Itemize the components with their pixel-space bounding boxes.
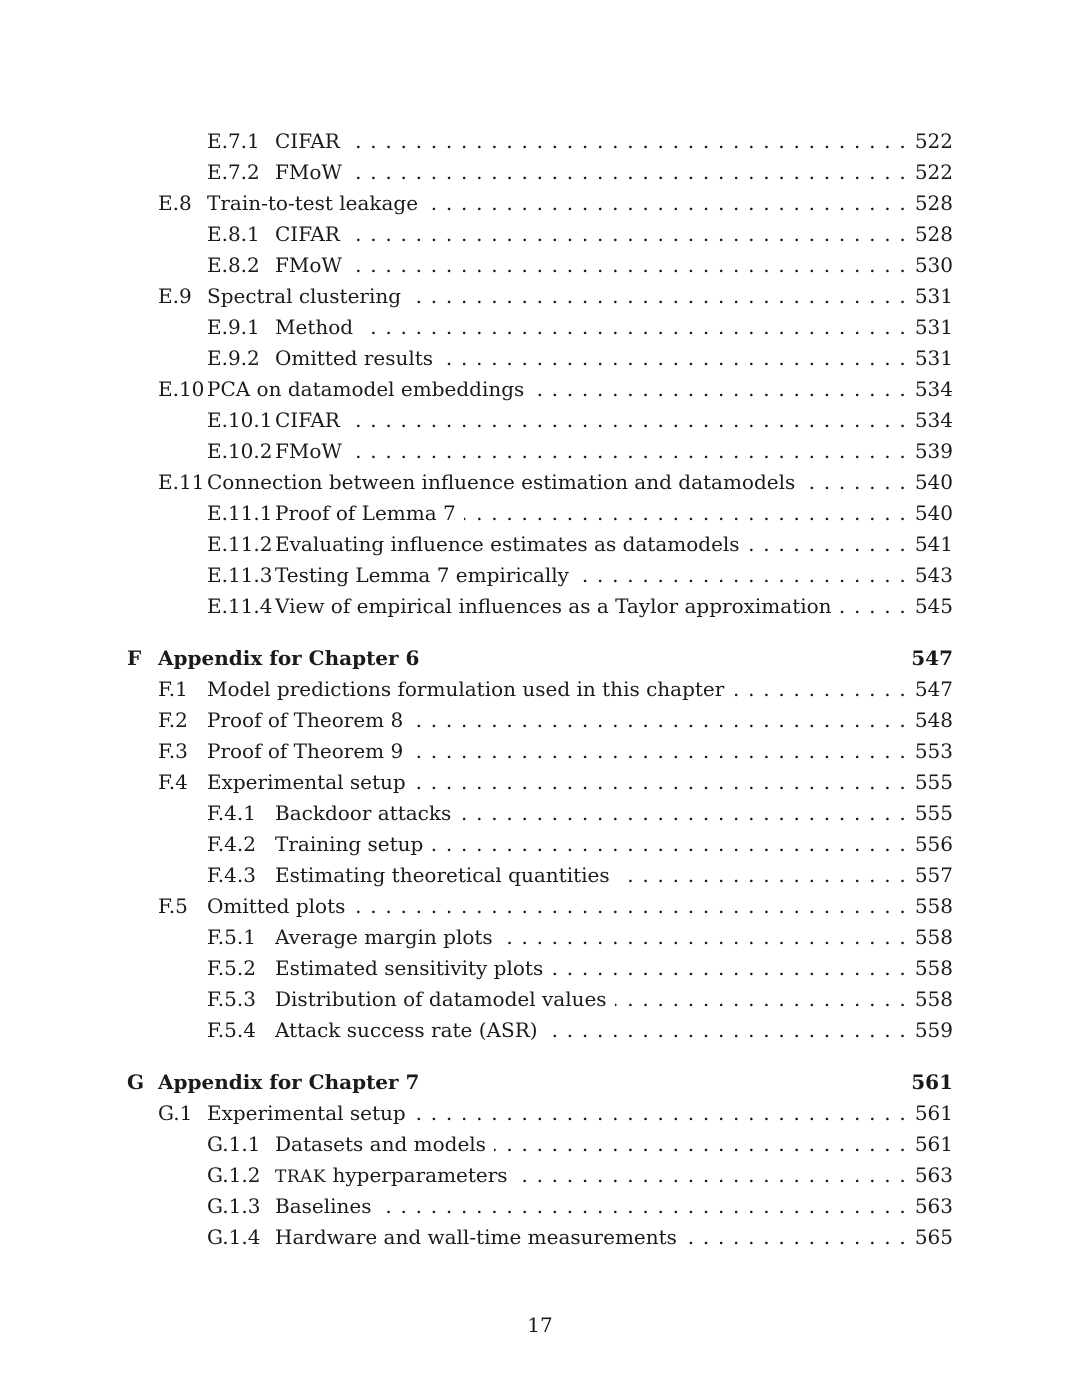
toc-entry[interactable] bbox=[0, 922, 1080, 953]
toc-entry-page: 543 bbox=[911, 560, 953, 591]
toc-entry-title-text: CIFAR bbox=[275, 129, 348, 153]
toc-entry-title bbox=[275, 798, 922, 829]
toc-entry-page: 531 bbox=[911, 312, 953, 343]
toc-entry[interactable] bbox=[0, 953, 1080, 984]
toc-entry-title-text: View of empirical influences as a Taylor approximation bbox=[275, 594, 840, 618]
toc-entry-title-text: Spectral clustering bbox=[207, 284, 409, 308]
toc-entry-title-text: Proof of Theorem 8 bbox=[207, 708, 411, 732]
toc-entry-page: 558 bbox=[911, 922, 953, 953]
toc-entry-title-text: Baselines bbox=[275, 1194, 380, 1218]
toc-entry-title-text: Connection between influence estimation and datamodels bbox=[207, 470, 803, 494]
toc-entry-title bbox=[275, 591, 922, 622]
toc-entry-title bbox=[275, 126, 922, 157]
toc-entry[interactable] bbox=[0, 560, 1080, 591]
toc-entry-title-text: FMoW bbox=[275, 253, 350, 277]
toc-entry-title-text: Testing Lemma 7 empirically bbox=[275, 563, 577, 587]
toc-entry[interactable] bbox=[0, 374, 1080, 405]
toc-entry[interactable] bbox=[0, 126, 1080, 157]
toc-entry-title bbox=[275, 312, 922, 343]
toc-entry-title bbox=[275, 498, 922, 529]
toc-entry-title bbox=[275, 1191, 922, 1222]
toc-entry-page: 553 bbox=[911, 736, 953, 767]
toc-entry-number: F.5 bbox=[158, 894, 188, 918]
toc-entry-page: 547 bbox=[907, 643, 953, 674]
toc-entry-page: 558 bbox=[911, 891, 953, 922]
toc-entry[interactable] bbox=[0, 219, 1080, 250]
toc-entry-title bbox=[275, 560, 922, 591]
toc-entry-number: E.10.1 bbox=[207, 408, 273, 432]
toc-entry[interactable] bbox=[0, 312, 1080, 343]
toc-entry-number: F.4.3 bbox=[207, 863, 256, 887]
toc-entry[interactable] bbox=[0, 498, 1080, 529]
toc-entry-title-text: Experimental setup bbox=[207, 1101, 414, 1125]
toc-entry-number: E.8 bbox=[158, 191, 192, 215]
toc-entry-title-text: Experimental setup bbox=[207, 770, 414, 794]
toc-entry-number: G.1.2 bbox=[207, 1163, 261, 1187]
toc-entry-title-text: Average margin plots bbox=[275, 925, 501, 949]
toc-entry-title bbox=[275, 250, 922, 281]
toc-entry-title bbox=[275, 953, 922, 984]
toc-entry-title bbox=[275, 436, 922, 467]
toc-entry[interactable] bbox=[0, 467, 1080, 498]
toc-entry-title bbox=[275, 1129, 922, 1160]
toc-entry-number: F.5.4 bbox=[207, 1018, 256, 1042]
toc-chapter-entry[interactable] bbox=[0, 1067, 1080, 1098]
toc-entry-number: E.11.3 bbox=[207, 563, 273, 587]
toc-entry-title bbox=[275, 860, 922, 891]
toc-entry-title-text: Evaluating influence estimates as datamodels bbox=[275, 532, 748, 556]
toc-entry[interactable] bbox=[0, 1098, 1080, 1129]
toc-entry[interactable] bbox=[0, 436, 1080, 467]
toc-entry-page: 561 bbox=[911, 1098, 953, 1129]
toc-entry-page: 531 bbox=[911, 343, 953, 374]
toc-entry-page: 539 bbox=[911, 436, 953, 467]
toc-entry-page: 534 bbox=[911, 374, 953, 405]
toc-entry-number: E.8.2 bbox=[207, 253, 260, 277]
toc-entry-title-text: Estimating theoretical quantities bbox=[275, 863, 618, 887]
toc-entry-title bbox=[275, 405, 922, 436]
toc-entry[interactable] bbox=[0, 798, 1080, 829]
toc-entry-number: F.5.3 bbox=[207, 987, 256, 1011]
toc-entry-page: 558 bbox=[911, 953, 953, 984]
toc-entry-title-text: Attack success rate (ASR) bbox=[275, 1018, 546, 1042]
toc-chapter-entry[interactable] bbox=[0, 643, 1080, 674]
toc-entry-title bbox=[275, 529, 922, 560]
toc-entry-page: 541 bbox=[911, 529, 953, 560]
toc-entry[interactable] bbox=[0, 829, 1080, 860]
toc-entry-page: 522 bbox=[911, 157, 953, 188]
toc-entry[interactable] bbox=[0, 891, 1080, 922]
toc-entry-number: F.3 bbox=[158, 739, 188, 763]
toc-entry-title bbox=[207, 188, 922, 219]
toc-entry-title-text: FMoW bbox=[275, 160, 350, 184]
toc-entry-title bbox=[207, 467, 922, 498]
toc-entry-title-text: CIFAR bbox=[275, 408, 348, 432]
toc-entry-title bbox=[158, 643, 427, 674]
toc-entry[interactable] bbox=[0, 767, 1080, 798]
toc-entry-title bbox=[207, 705, 922, 736]
toc-entry[interactable] bbox=[0, 281, 1080, 312]
toc-entry-number: G.1 bbox=[158, 1101, 193, 1125]
toc-entry[interactable] bbox=[0, 1222, 1080, 1253]
toc-entry-number: E.11.4 bbox=[207, 594, 273, 618]
toc-entry-number: E.8.1 bbox=[207, 222, 260, 246]
toc-entry[interactable] bbox=[0, 250, 1080, 281]
toc-entry-title bbox=[207, 1098, 922, 1129]
toc-entry-page: 565 bbox=[911, 1222, 953, 1253]
toc-entry-page: 555 bbox=[911, 767, 953, 798]
toc-entry-title bbox=[275, 157, 922, 188]
toc-entry-title-text: Appendix for Chapter 6 bbox=[158, 646, 427, 670]
toc-entry-title bbox=[275, 219, 922, 250]
toc-entry-title-text: Omitted plots bbox=[207, 894, 353, 918]
toc-entry-title bbox=[275, 922, 922, 953]
toc-entry[interactable] bbox=[0, 1160, 1080, 1191]
toc-entry-title bbox=[207, 736, 922, 767]
toc-entry-title bbox=[275, 984, 922, 1015]
toc-entry-title bbox=[207, 891, 922, 922]
toc-entry-number: G.1.3 bbox=[207, 1194, 261, 1218]
toc-entry[interactable] bbox=[0, 1015, 1080, 1046]
toc-entry-number: G bbox=[127, 1070, 145, 1094]
toc-entry-page: 522 bbox=[911, 126, 953, 157]
toc-entry-title-text: Datasets and models bbox=[275, 1132, 494, 1156]
toc-entry[interactable] bbox=[0, 591, 1080, 622]
toc-entry-number: E.7.2 bbox=[207, 160, 260, 184]
toc-entry-title-text: PCA on datamodel embeddings bbox=[207, 377, 532, 401]
toc-entry-page: 561 bbox=[911, 1129, 953, 1160]
toc-entry-page: 540 bbox=[911, 498, 953, 529]
toc-entry-title-text: Backdoor attacks bbox=[275, 801, 459, 825]
toc-entry-page: 530 bbox=[911, 250, 953, 281]
toc-entry-page: 561 bbox=[907, 1067, 953, 1098]
toc-entry[interactable] bbox=[0, 674, 1080, 705]
toc-entry-title bbox=[275, 1160, 922, 1193]
toc-entry[interactable] bbox=[0, 529, 1080, 560]
toc-entry-number: F.2 bbox=[158, 708, 188, 732]
toc-entry-title bbox=[275, 1015, 922, 1046]
toc-entry-number: F.4 bbox=[158, 770, 188, 794]
toc-entry-title-text: FMoW bbox=[275, 439, 350, 463]
toc-entry[interactable] bbox=[0, 860, 1080, 891]
toc-entry-number: E.10 bbox=[158, 377, 205, 401]
toc-entry-title bbox=[275, 829, 922, 860]
toc-entry-title-text: Train-to-test leakage bbox=[207, 191, 426, 215]
toc-entry-number: E.11 bbox=[158, 470, 205, 494]
toc-entry-title bbox=[275, 1222, 922, 1253]
toc-entry-page: 528 bbox=[911, 188, 953, 219]
toc-entry-number: E.9.2 bbox=[207, 346, 260, 370]
toc-entry-page: 540 bbox=[911, 467, 953, 498]
toc-entry-number: G.1.4 bbox=[207, 1225, 261, 1249]
toc-entry-title-text: Estimated sensitivity plots bbox=[275, 956, 551, 980]
toc-entry-number: E.7.1 bbox=[207, 129, 260, 153]
toc-entry-title bbox=[207, 374, 922, 405]
toc-entry-page: 545 bbox=[911, 591, 953, 622]
toc-entry-page: 563 bbox=[911, 1191, 953, 1222]
toc-entry-number: F bbox=[127, 646, 142, 670]
toc-entry-number: F.4.2 bbox=[207, 832, 256, 856]
toc-entry[interactable] bbox=[0, 1191, 1080, 1222]
toc-entry-number: F.1 bbox=[158, 677, 188, 701]
toc-entry[interactable] bbox=[0, 405, 1080, 436]
toc-entry-title-text: Training setup bbox=[275, 832, 431, 856]
toc-entry-title bbox=[207, 767, 922, 798]
toc-entry[interactable] bbox=[0, 157, 1080, 188]
toc-entry-title-text: Hardware and wall-time measurements bbox=[275, 1225, 685, 1249]
toc-entry-number: E.10.2 bbox=[207, 439, 273, 463]
toc-entry-page: 558 bbox=[911, 984, 953, 1015]
toc-entry-title-text: Proof of Theorem 9 bbox=[207, 739, 411, 763]
toc-entry-number: E.9 bbox=[158, 284, 192, 308]
toc-entry[interactable] bbox=[0, 984, 1080, 1015]
page-number: 17 bbox=[527, 1313, 553, 1337]
toc-entry-page: 531 bbox=[911, 281, 953, 312]
toc-entry-number: F.5.2 bbox=[207, 956, 256, 980]
toc-entry[interactable] bbox=[0, 705, 1080, 736]
toc-entry-title bbox=[207, 281, 922, 312]
toc-entry-number: F.4.1 bbox=[207, 801, 256, 825]
toc-entry-number: G.1.1 bbox=[207, 1132, 261, 1156]
toc-entry[interactable] bbox=[0, 343, 1080, 374]
toc-entry-title bbox=[275, 343, 922, 374]
toc-entry-number: E.11.2 bbox=[207, 532, 273, 556]
toc-entry-title-text: Distribution of datamodel values bbox=[275, 987, 615, 1011]
toc-entry-title-text: Proof of Lemma 7 bbox=[275, 501, 464, 525]
toc-entry-title-text: Omitted results bbox=[275, 346, 441, 370]
toc-entry-page: 559 bbox=[911, 1015, 953, 1046]
toc-entry-page: 528 bbox=[911, 219, 953, 250]
toc-entry-page: 556 bbox=[911, 829, 953, 860]
toc-entry-title-text: CIFAR bbox=[275, 222, 348, 246]
toc-entry-number: E.9.1 bbox=[207, 315, 260, 339]
toc-entry-page: 557 bbox=[911, 860, 953, 891]
toc-entry-number: F.5.1 bbox=[207, 925, 256, 949]
toc-entry-page: 548 bbox=[911, 705, 953, 736]
toc-entry[interactable] bbox=[0, 1129, 1080, 1160]
toc-entry-page: 547 bbox=[911, 674, 953, 705]
toc-entry-title-text: TRAK hyperparameters bbox=[275, 1163, 516, 1187]
toc-entry-page: 534 bbox=[911, 405, 953, 436]
toc-entry-title-text: Appendix for Chapter 7 bbox=[158, 1070, 427, 1094]
toc-entry[interactable] bbox=[0, 188, 1080, 219]
toc-entry-title-text: Method bbox=[275, 315, 361, 339]
toc-entry[interactable] bbox=[0, 736, 1080, 767]
toc-entry-page: 555 bbox=[911, 798, 953, 829]
toc-entry-title-text: Model predictions formulation used in this chapter bbox=[207, 677, 732, 701]
toc-entry-page: 563 bbox=[911, 1160, 953, 1191]
toc-entry-number: E.11.1 bbox=[207, 501, 273, 525]
toc-entry-title bbox=[158, 1067, 427, 1098]
toc-entry-title bbox=[207, 674, 922, 705]
